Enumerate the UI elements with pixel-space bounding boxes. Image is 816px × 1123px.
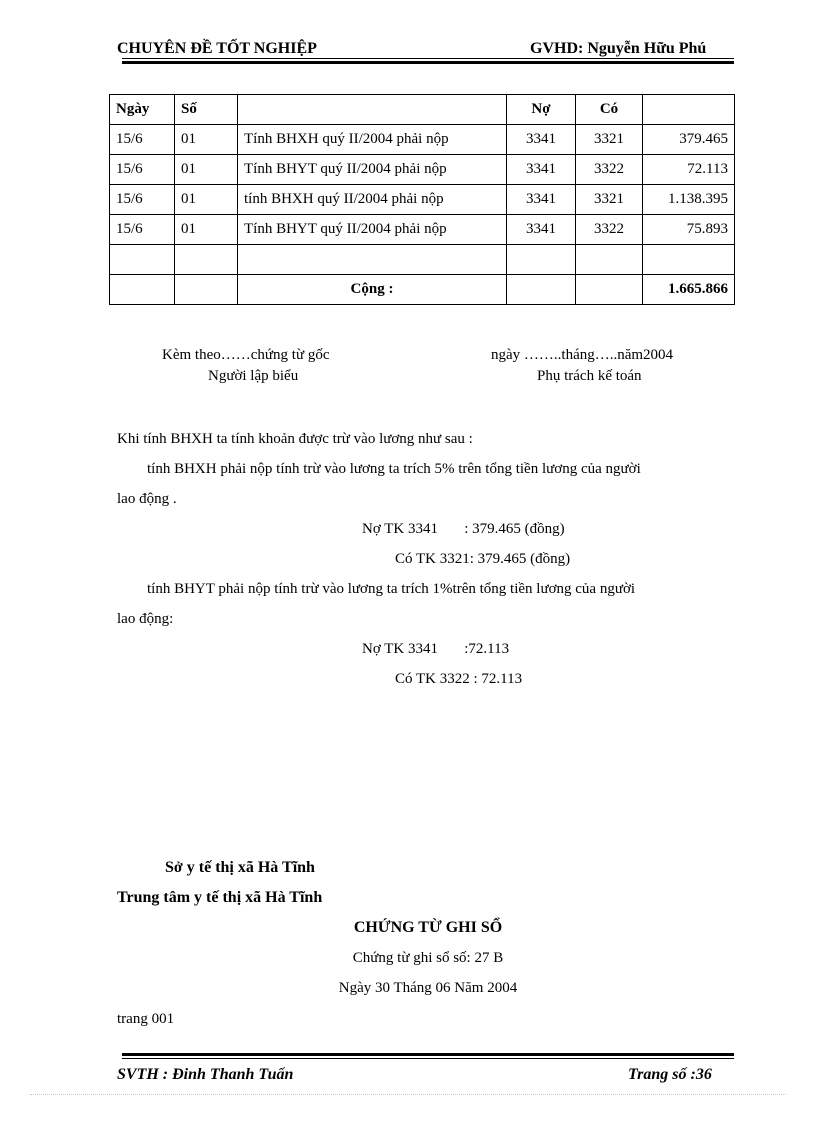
cell-so: 01 bbox=[175, 185, 238, 215]
voucher-page: trang 001 bbox=[117, 1011, 175, 1027]
cell-desc: Tính BHYT quý II/2004 phải nộp bbox=[238, 155, 507, 185]
table-row bbox=[110, 155, 735, 185]
table-total-row bbox=[110, 275, 735, 305]
voucher-number: Chứng từ ghi sổ số: 27 B bbox=[352, 950, 504, 966]
cell-desc: tính BHXH quý II/2004 phải nộp bbox=[238, 185, 507, 215]
preparer-label: Người lập biểu bbox=[208, 368, 299, 384]
voucher-dept: Sở y tế thị xã Hà Tĩnh bbox=[165, 859, 315, 876]
footer-rule-thin bbox=[122, 1058, 734, 1059]
table-row-empty bbox=[110, 245, 735, 275]
cell-amount: 72.113 bbox=[643, 155, 735, 185]
cell-desc: Tính BHXH quý II/2004 phải nộp bbox=[238, 125, 507, 155]
cell-ngay: 15/6 bbox=[110, 215, 175, 245]
cell-amount: 379.465 bbox=[643, 125, 735, 155]
table-row bbox=[110, 125, 735, 155]
voucher-center: Trung tâm y tế thị xã Hà Tĩnh bbox=[117, 889, 323, 906]
header-title: CHUYÊN ĐỀ TỐT NGHIỆP bbox=[117, 40, 317, 57]
entry1-credit: Có TK 3321: 379.465 (đồng) bbox=[395, 551, 571, 567]
voucher-title: CHỨNG TỪ GHI SỔ bbox=[353, 919, 503, 936]
cell-desc: Tính BHYT quý II/2004 phải nộp bbox=[238, 215, 507, 245]
table-row bbox=[110, 215, 735, 245]
cell-amount: 75.893 bbox=[643, 215, 735, 245]
table-header-row bbox=[110, 95, 735, 125]
footer-rule-thick bbox=[122, 1053, 734, 1056]
footer-page-number: Trang số :36 bbox=[628, 1066, 712, 1083]
header-rule-thick bbox=[122, 61, 734, 64]
para2-line2: lao động: bbox=[117, 611, 174, 627]
col-header-co: Có bbox=[576, 95, 643, 125]
total-amount: 1.665.866 bbox=[643, 275, 735, 305]
para1-line2: lao động . bbox=[117, 491, 177, 507]
entry1-debit: Nợ TK 3341 : 379.465 (đồng) bbox=[362, 521, 565, 537]
cell-no: 3341 bbox=[507, 125, 576, 155]
cell-ngay: 15/6 bbox=[110, 185, 175, 215]
intro-text: Khi tính BHXH ta tính khoản được trừ vào lương như sau : bbox=[117, 431, 473, 447]
total-label: Cộng : bbox=[238, 275, 507, 305]
footer-student: SVTH : Đinh Thanh Tuấn bbox=[117, 1066, 294, 1083]
cell-amount: 1.138.395 bbox=[643, 185, 735, 215]
ledger-table bbox=[109, 94, 735, 305]
date-line: ngày ……..tháng…..năm2004 bbox=[491, 347, 674, 363]
col-header-ngay: Ngày bbox=[110, 95, 175, 125]
page-edge-dotted-line bbox=[30, 1094, 786, 1095]
cell-ngay: 15/6 bbox=[110, 125, 175, 155]
cell-so: 01 bbox=[175, 215, 238, 245]
cell-co: 3322 bbox=[576, 155, 643, 185]
table-row bbox=[110, 185, 735, 215]
cell-co: 3321 bbox=[576, 125, 643, 155]
cell-no: 3341 bbox=[507, 185, 576, 215]
entry2-credit: Có TK 3322 : 72.113 bbox=[395, 671, 523, 687]
cell-so: 01 bbox=[175, 125, 238, 155]
para1-line1: tính BHXH phải nộp tính trừ vào lương ta trích 5% trên tổng tiền lương của người bbox=[147, 461, 641, 477]
col-header-amount bbox=[643, 95, 735, 125]
cell-no: 3341 bbox=[507, 215, 576, 245]
accountant-label: Phụ trách kế toán bbox=[537, 368, 642, 384]
attach-line: Kèm theo……chứng từ gốc bbox=[162, 347, 330, 363]
voucher-date: Ngày 30 Tháng 06 Năm 2004 bbox=[338, 980, 518, 996]
col-header-no: Nợ bbox=[507, 95, 576, 125]
header-supervisor: GVHD: Nguyễn Hữu Phú bbox=[530, 40, 707, 57]
entry2-debit: Nợ TK 3341 :72.113 bbox=[362, 641, 510, 657]
col-header-desc bbox=[238, 95, 507, 125]
cell-co: 3322 bbox=[576, 215, 643, 245]
header-rule-thin bbox=[122, 58, 734, 59]
para2-line1: tính BHYT phải nộp tính trừ vào lương ta trích 1%trên tổng tiền lương của người bbox=[147, 581, 636, 597]
cell-ngay: 15/6 bbox=[110, 155, 175, 185]
cell-no: 3341 bbox=[507, 155, 576, 185]
col-header-so: Số bbox=[175, 95, 238, 125]
cell-so: 01 bbox=[175, 155, 238, 185]
cell-co: 3321 bbox=[576, 185, 643, 215]
